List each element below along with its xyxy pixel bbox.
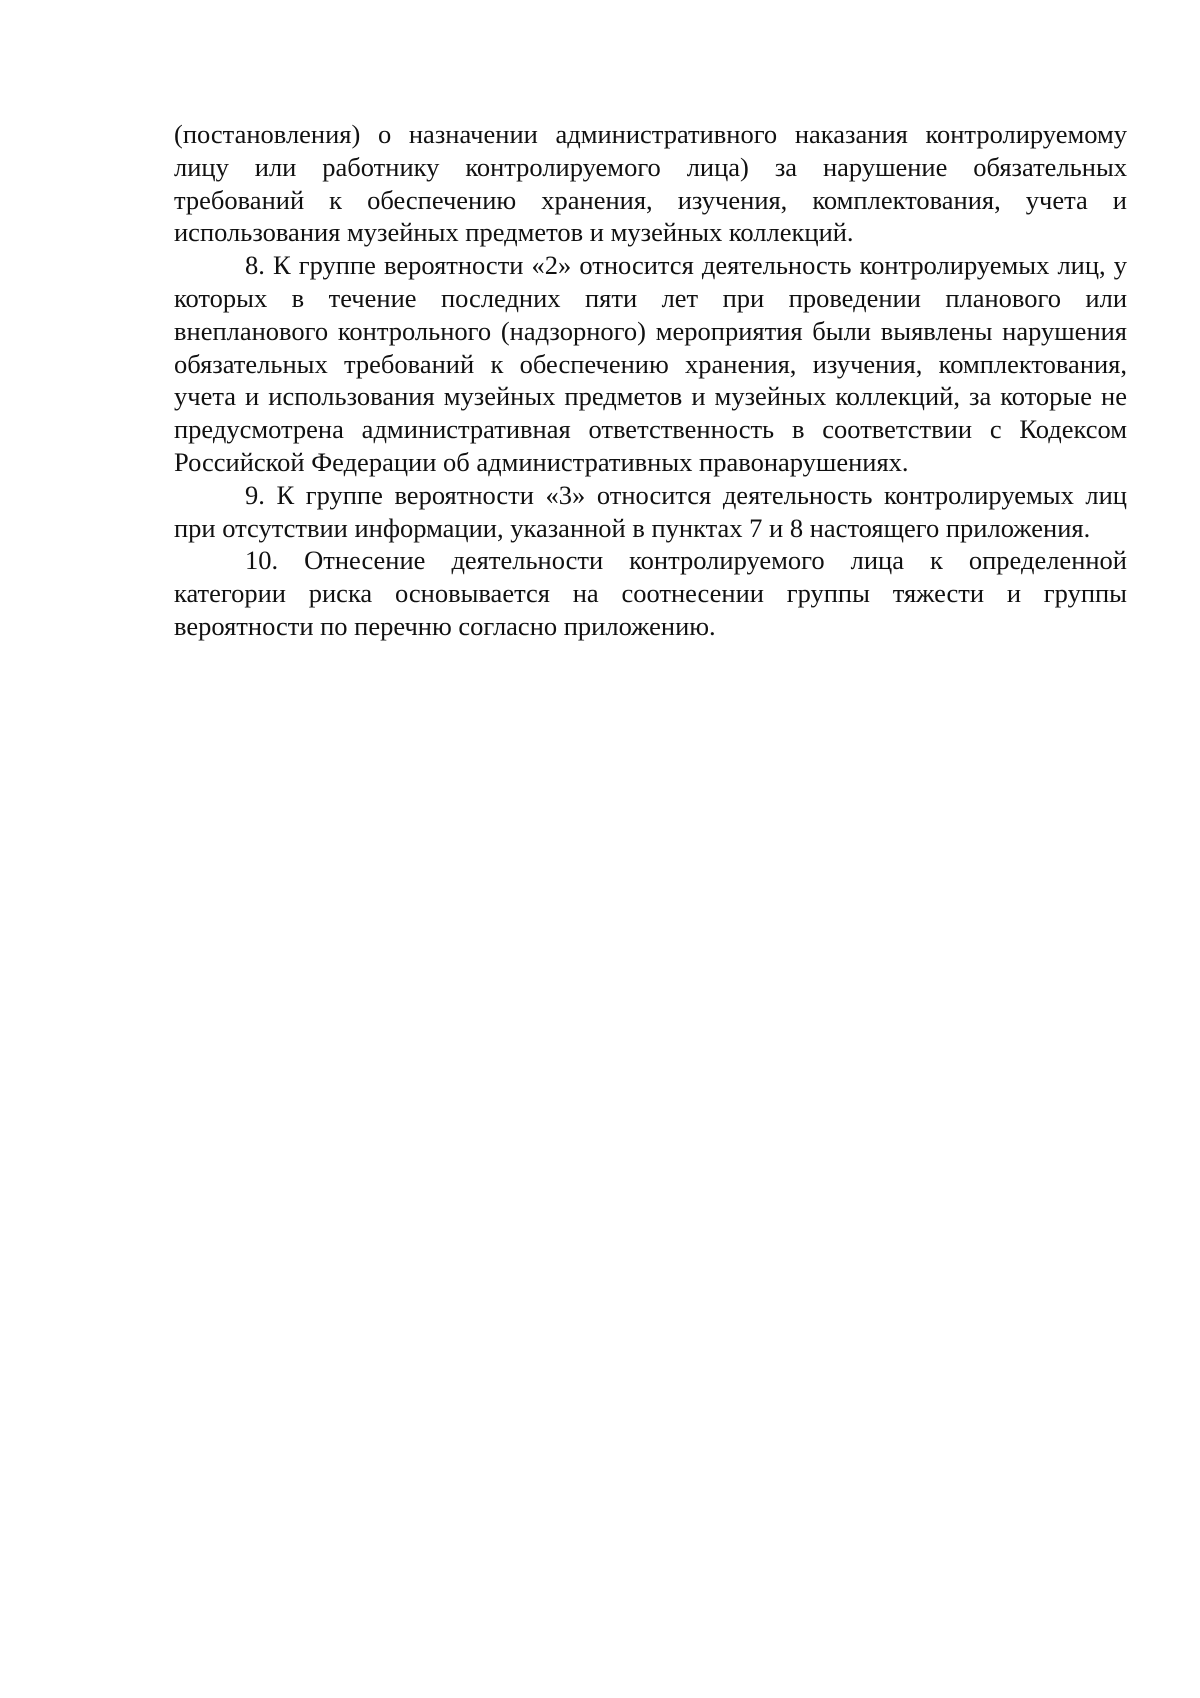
paragraph-8: 8. К группе вероятности «2» относится деятельность контролируемых лиц, у которых в течение последних пяти лет при проведении планового или внепланового контрольного (надзорного) мероприятия были выявлены нарушения обязательных требований к обеспечению хранения, изучения, комплектования, учета и использования музейных предметов и музейных коллекций, за которые не предусмотрена административная ответственность в соответствии с Кодексом Российской Федерации об административных правонарушениях. [174, 250, 1127, 477]
paragraph-10: 10. Отнесение деятельности контролируемого лица к определенной категории риска основывается на соотнесении группы тяжести и группы вероятности по перечню согласно приложению. [174, 545, 1127, 641]
paragraph-7-continuation: (постановления) о назначении административного наказания контролируемому лицу или работнику контролируемого лица) за нарушение обязательных требований к обеспечению хранения, изучения, комплектования, учета и использования музейных предметов и музейных коллекций. [174, 119, 1127, 248]
document-body [174, 118, 1127, 643]
paragraph-9: 9. К группе вероятности «3» относится деятельность контролируемых лиц при отсутствии информации, указанной в пунктах 7 и 8 настоящего приложения. [174, 479, 1127, 543]
